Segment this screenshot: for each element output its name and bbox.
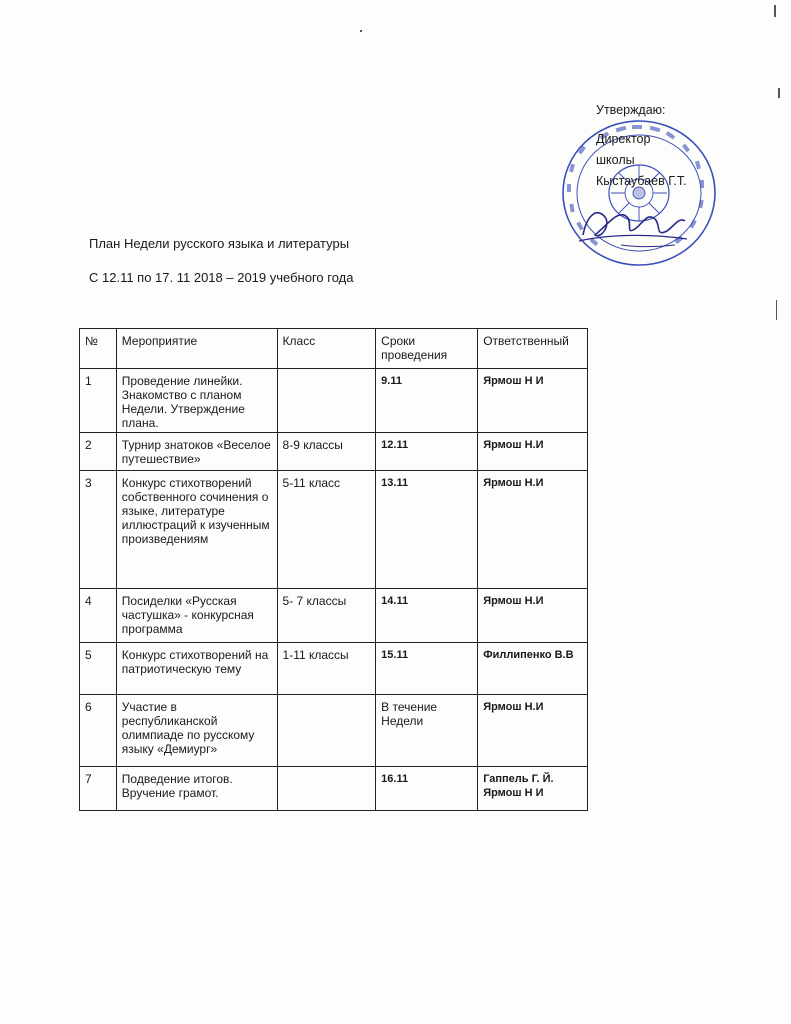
row-event: Конкурс стихотворений на патриотическую тему — [116, 643, 277, 695]
approval-label: Утверждаю: — [596, 103, 666, 117]
row-responsible: Филлипенко В.В — [478, 643, 588, 695]
row-number: 6 — [80, 695, 117, 767]
row-date: 15.11 — [376, 643, 478, 695]
row-responsible: Ярмош Н.И — [478, 433, 588, 471]
row-responsible: Гаппель Г. Й. Ярмош Н И — [478, 767, 588, 811]
row-event: Конкурс стихотворений собственного сочинения о языке, литературе иллюстраций к изученным произведениям — [116, 471, 277, 589]
col-header-dates: Сроки проведения — [376, 329, 478, 369]
plan-table — [79, 328, 588, 811]
table-row — [80, 767, 588, 811]
row-responsible: Ярмош Н.И — [478, 471, 588, 589]
scan-speck — [778, 88, 780, 98]
row-responsible: Ярмош Н.И — [478, 695, 588, 767]
row-number: 1 — [80, 369, 117, 433]
row-class — [277, 369, 376, 433]
approval-director-name: Кыстаубаев Г.Т. — [596, 174, 687, 188]
row-event: Посиделки «Русская частушка» - конкурсная программа — [116, 589, 277, 643]
row-number: 3 — [80, 471, 117, 589]
approval-block — [596, 100, 687, 192]
row-class — [277, 695, 376, 767]
row-date: 14.11 — [376, 589, 478, 643]
row-date: В течение Недели — [376, 695, 478, 767]
row-number: 2 — [80, 433, 117, 471]
document-subtitle: С 12.11 по 17. 11 2018 – 2019 учебного года — [89, 270, 354, 285]
scan-speck — [774, 5, 776, 17]
col-header-responsible: Ответственный — [478, 329, 588, 369]
col-header-number: № — [80, 329, 117, 369]
row-event: Участие в республиканской олимпиаде по русскому языку «Демиург» — [116, 695, 277, 767]
row-event: Проведение линейки. Знакомство с планом Недели. Утверждение плана. — [116, 369, 277, 433]
table-row — [80, 433, 588, 471]
approval-school: школы — [596, 153, 635, 167]
document-title: План Недели русского языка и литературы — [89, 236, 350, 251]
row-date: 12.11 — [376, 433, 478, 471]
row-number: 4 — [80, 589, 117, 643]
row-class: 5- 7 классы — [277, 589, 376, 643]
row-class — [277, 767, 376, 811]
row-class: 8-9 классы — [277, 433, 376, 471]
row-event: Подведение итогов. Вручение грамот. — [116, 767, 277, 811]
row-class: 1-11 классы — [277, 643, 376, 695]
row-responsible: Ярмош Н И — [478, 369, 588, 433]
scan-speck — [360, 30, 362, 32]
row-date: 9.11 — [376, 369, 478, 433]
table-header-row — [80, 329, 588, 369]
row-number: 5 — [80, 643, 117, 695]
col-header-event: Мероприятие — [116, 329, 277, 369]
col-header-class: Класс — [277, 329, 376, 369]
row-event: Турнир знатоков «Веселое путешествие» — [116, 433, 277, 471]
approval-position: Директор — [596, 132, 651, 146]
row-date: 16.11 — [376, 767, 478, 811]
row-number: 7 — [80, 767, 117, 811]
director-signature — [575, 195, 690, 255]
table-row — [80, 369, 588, 433]
table-row — [80, 643, 588, 695]
row-date: 13.11 — [376, 471, 478, 589]
scan-speck — [776, 300, 777, 320]
row-class: 5-11 класс — [277, 471, 376, 589]
table-row — [80, 695, 588, 767]
table-row — [80, 589, 588, 643]
table-row — [80, 471, 588, 589]
row-responsible: Ярмош Н.И — [478, 589, 588, 643]
